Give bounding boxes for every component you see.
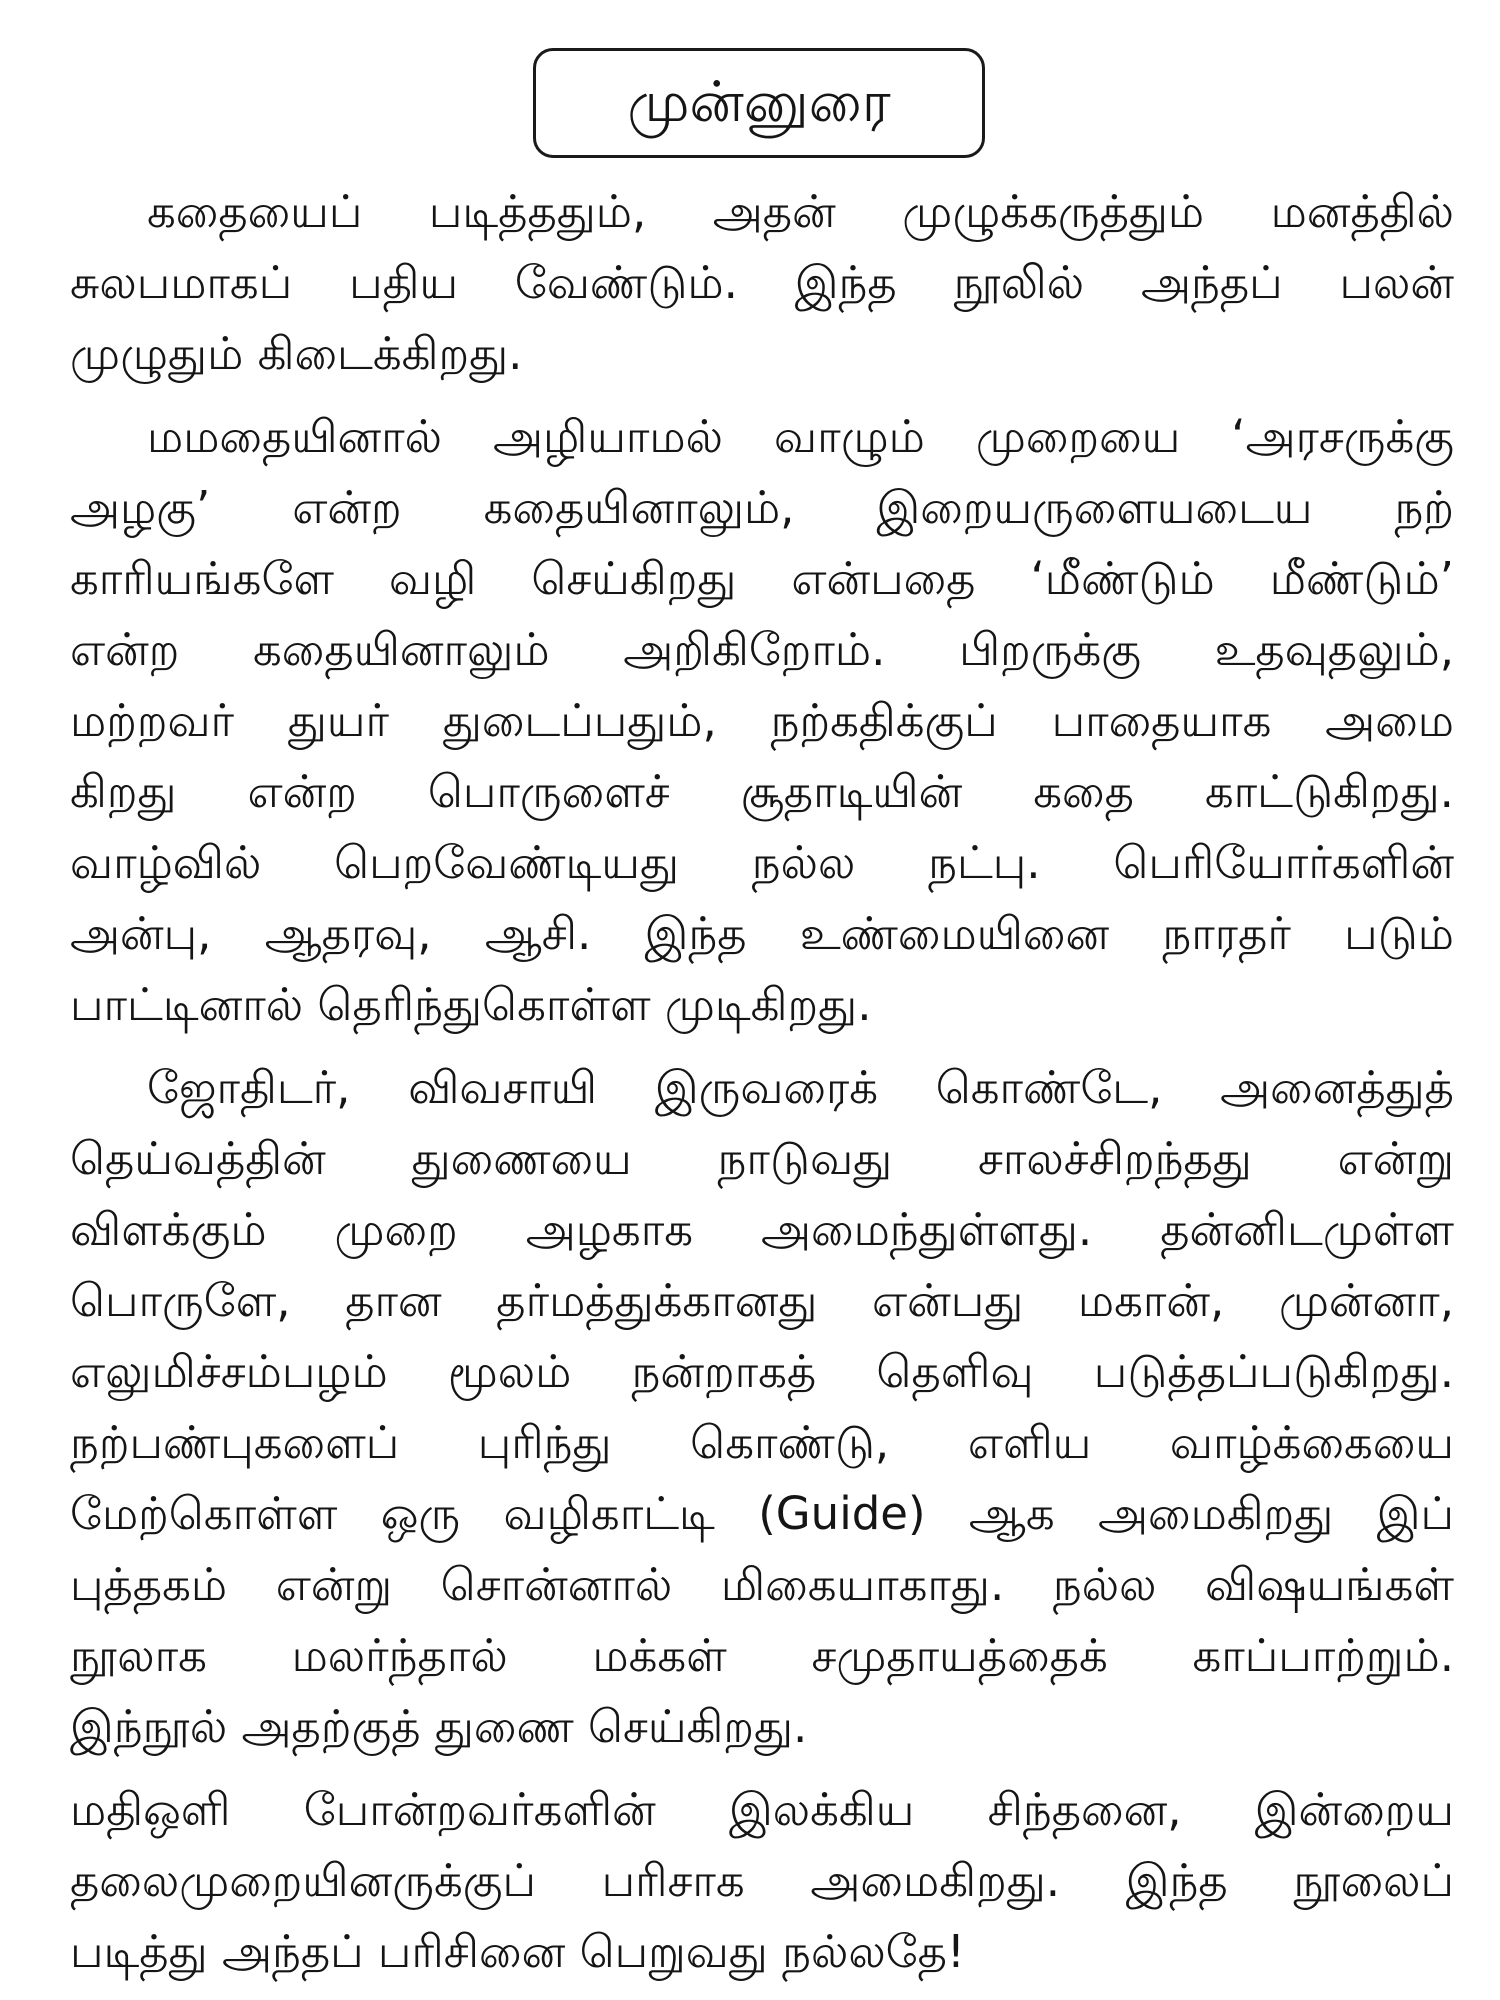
text-line: தெய்வத்தின் துணையை நாடுவது சாலச்சிறந்தது என்று <box>70 1132 1454 1185</box>
text-line: தலைமுறையினருக்குப் பரிசாக அமைகிறது. இந்த நூலைப் <box>70 1854 1454 1907</box>
text-line: படித்து அந்தப் பரிசினை பெறுவது நல்லதே! <box>70 1925 965 1978</box>
paragraph-2 <box>70 401 1454 1040</box>
text-line: அழகு’ என்ற கதையினாலும், இறையருளையடைய நற் <box>70 481 1454 534</box>
text-line: பொருளே, தான தர்மத்துக்கானது என்பது மகான், முன்னா, <box>70 1274 1454 1327</box>
paragraph-3 <box>70 1052 1454 1762</box>
text-line: முழுதும் கிடைக்கிறது. <box>70 327 523 380</box>
text-line: கிறது என்ற பொருளைச் சூதாடியின் கதை காட்டுகிறது. <box>70 765 1454 818</box>
text-line: அன்பு, ஆதரவு, ஆசி. இந்த உண்மையினை நாரதர் படும் <box>70 907 1454 960</box>
text-line: நற்பண்புகளைப் புரிந்து கொண்டு, எளிய வாழ்க்கையை <box>70 1416 1454 1469</box>
text-line: சுலபமாகப் பதிய வேண்டும். இந்த நூலில் அந்தப் பலன் <box>70 256 1454 309</box>
text-line: விளக்கும் முறை அழகாக அமைந்துள்ளது. தன்னிடமுள்ள <box>70 1203 1454 1256</box>
text-line: புத்தகம் என்று சொன்னால் மிகையாகாது. நல்ல விஷயங்கள் <box>70 1558 1454 1611</box>
text-line: வாழ்வில் பெறவேண்டியது நல்ல நட்பு. பெரியோர்களின் <box>70 836 1454 889</box>
paragraph-4 <box>70 1774 1454 1987</box>
text-line: இந்நூல் அதற்குத் துணை செய்கிறது. <box>70 1700 808 1753</box>
text-line: மற்றவர் துயர் துடைப்பதும், நற்கதிக்குப் பாதையாக அமை <box>70 694 1454 747</box>
text-line: எலுமிச்சம்பழம் மூலம் நன்றாகத் தெளிவு படுத்தப்படுகிறது. <box>70 1345 1454 1398</box>
page-title: முன்னுரை <box>627 70 891 135</box>
text-line: மதிஒளி போன்றவர்களின் இலக்கிய சிந்தனை, இன்றைய <box>70 1783 1454 1836</box>
text-line: நூலாக மலர்ந்தால் மக்கள் சமுதாயத்தைக் காப்பாற்றும். <box>70 1629 1454 1682</box>
text-line: கதையைப் படித்ததும், அதன் முழுக்கருத்தும் மனத்தில் <box>147 185 1454 238</box>
text-line: என்ற கதையினாலும் அறிகிறோம். பிறருக்கு உதவுதலும், <box>70 623 1454 676</box>
text-line: மேற்கொள்ள ஒரு வழிகாட்டி (Guide) ஆக அமைகிறது இப் <box>70 1487 1454 1540</box>
text-line: ஜோதிடர், விவசாயி இருவரைக் கொண்டே, அனைத்துத் <box>147 1061 1454 1114</box>
text-line: காரியங்களே வழி செய்கிறது என்பதை ‘மீண்டும் மீண்டும்’ <box>70 552 1454 605</box>
text-line: மமதையினால் அழியாமல் வாழும் முறையை ‘அரசருக்கு <box>147 410 1454 463</box>
paragraph-1 <box>70 176 1454 389</box>
title-box <box>533 48 985 158</box>
text-line: பாட்டினால் தெரிந்துகொள்ள முடிகிறது. <box>70 978 872 1031</box>
document-body <box>70 176 1454 1999</box>
